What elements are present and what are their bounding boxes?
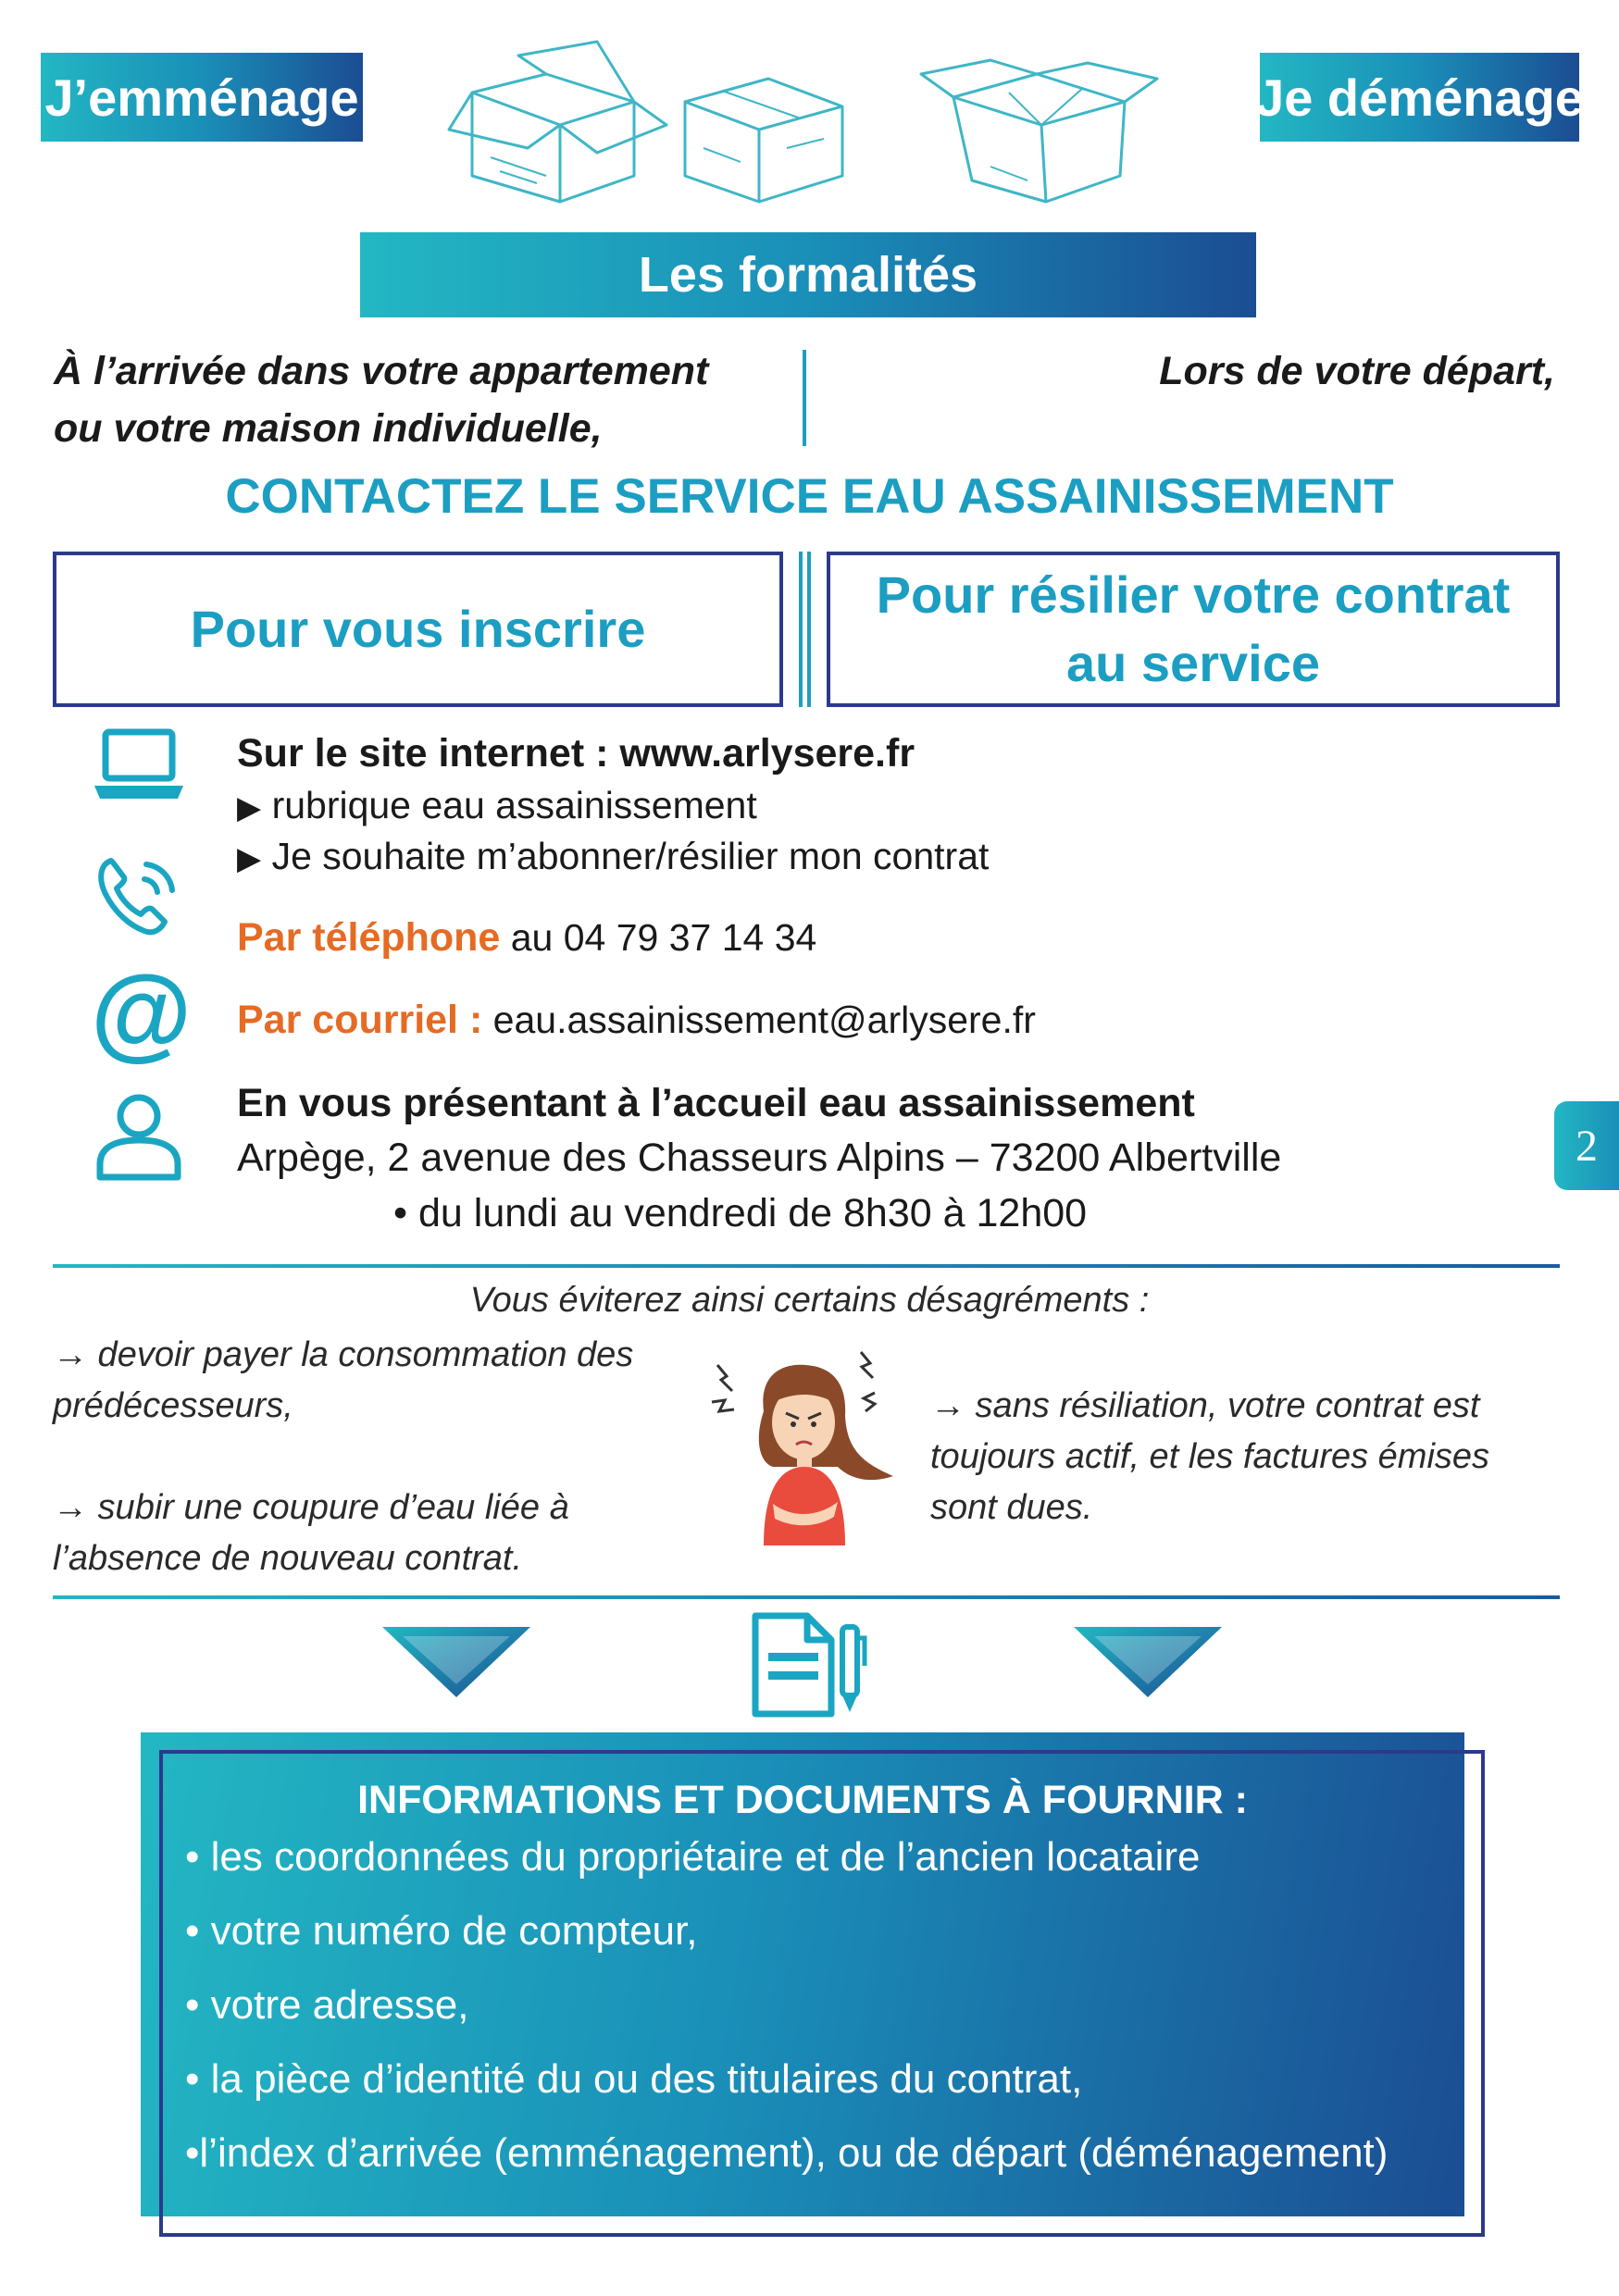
warning-left-2-line1: → subir une coupure d’eau liée à xyxy=(53,1488,569,1527)
phone-number: au 04 79 37 14 34 xyxy=(500,916,817,959)
box-icon xyxy=(449,42,666,202)
emmenage-tag xyxy=(41,53,363,142)
document-item: • votre numéro de compteur, xyxy=(185,1908,698,1954)
warning-left-1 xyxy=(53,1330,719,1432)
document-pen-icon xyxy=(750,1610,870,1719)
down-triangle-left-icon xyxy=(382,1627,530,1697)
arrival-intro-line1: À l’arrivée dans votre appartement xyxy=(54,349,709,393)
web-step-1-text: rubrique eau assainissement xyxy=(271,784,757,826)
page-number-tab xyxy=(1554,1101,1619,1190)
warning-right-line3: sont dues. xyxy=(930,1488,1093,1527)
resiliation-label-line2: au service xyxy=(1066,634,1320,692)
phone-line xyxy=(237,912,816,963)
separator-top xyxy=(53,1264,1560,1268)
warning-left-1-line2: prédécesseurs, xyxy=(53,1386,293,1425)
documents-list xyxy=(185,1820,1463,2191)
phone-label: Par téléphone xyxy=(237,915,501,960)
separator-bottom xyxy=(53,1595,1560,1599)
triangle-right-icon: ▶ xyxy=(237,790,262,825)
box-divider-2 xyxy=(807,552,811,707)
laptop-icon xyxy=(93,726,185,804)
demenage-label: Je déménage xyxy=(1255,68,1584,127)
warning-left-2-line2: l’absence de nouveau contrat. xyxy=(53,1539,523,1578)
intro-divider xyxy=(803,350,806,446)
angry-woman-illustration xyxy=(708,1347,903,1550)
page-number: 2 xyxy=(1575,1121,1598,1171)
box-divider-1 xyxy=(799,552,803,707)
emmenage-label: J’emménage xyxy=(44,68,359,127)
arrival-intro-line2: ou votre maison individuelle, xyxy=(54,406,603,451)
warning-right-line2: toujours actif, et les factures émises xyxy=(930,1437,1490,1476)
person-icon xyxy=(93,1090,185,1183)
mail-label: Par courriel : xyxy=(237,998,483,1042)
box-icon xyxy=(921,60,1157,202)
contact-heading: CONTACTEZ LE SERVICE EAU ASSAINISSEMENT xyxy=(225,469,1394,524)
web-step-1 xyxy=(237,779,757,834)
web-label: Sur le site internet : www.arlysere.fr xyxy=(237,731,915,776)
documents-title: INFORMATIONS ET DOCUMENTS À FOURNIR : xyxy=(357,1778,1248,1822)
document-item: • votre adresse, xyxy=(185,1982,469,2028)
demenage-tag xyxy=(1255,53,1584,142)
visit-hours: • du lundi au vendredi de 8h30 à 12h00 xyxy=(393,1191,1088,1235)
departure-intro: Lors de votre départ, xyxy=(1159,349,1555,393)
moving-boxes-illustration xyxy=(435,37,1166,204)
page-title: Les formalités xyxy=(638,247,978,303)
visit-label: En vous présentant à l’accueil eau assainissement xyxy=(237,1081,1195,1125)
web-step-2 xyxy=(237,830,989,885)
web-step-2-text: Je souhaite m’abonner/résilier mon contrat xyxy=(271,835,990,877)
document-item: • les coordonnées du propriétaire et de l’ancien locataire xyxy=(185,1834,1201,1880)
inscription-label: Pour vous inscrire xyxy=(190,600,646,658)
formalites-title-bar xyxy=(360,232,1256,317)
resiliation-box xyxy=(827,552,1560,707)
visit-address: Arpège, 2 avenue des Chasseurs Alpins – 73200 Albertville xyxy=(237,1136,1282,1180)
warning-left-1-line1: → devoir payer la consommation des xyxy=(53,1335,634,1374)
arrival-intro xyxy=(54,342,794,457)
document-item: • la pièce d’identité du ou des titulaires du contrat, xyxy=(185,2056,1083,2102)
phone-icon xyxy=(93,851,185,937)
warnings-intro: Vous éviterez ainsi certains désagréments : xyxy=(469,1281,1150,1320)
warning-left-2 xyxy=(53,1483,719,1584)
triangle-right-icon: ▶ xyxy=(237,841,262,876)
resiliation-label-line1: Pour résilier votre contrat xyxy=(876,565,1511,624)
inscription-box xyxy=(53,552,783,707)
mail-address: eau.assainissement@arlysere.fr xyxy=(482,999,1036,1041)
box-icon xyxy=(685,79,842,202)
at-icon: @ xyxy=(91,954,193,1070)
warning-right-line1: → sans résiliation, votre contrat est xyxy=(930,1386,1480,1425)
down-triangle-right-icon xyxy=(1074,1627,1222,1697)
document-item: •l’index d’arrivée (emménagement), ou de départ (déménagement) xyxy=(185,2130,1389,2176)
mail-line xyxy=(237,994,1036,1046)
warning-right xyxy=(930,1381,1569,1533)
